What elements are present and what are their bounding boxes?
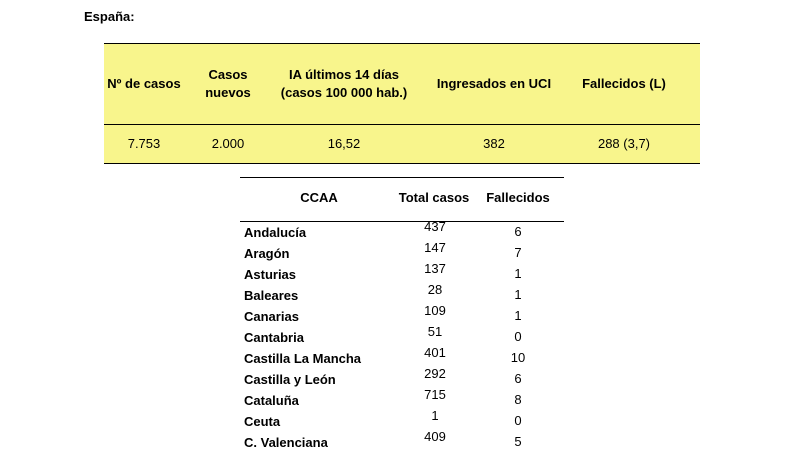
ccaa-deaths: 0 xyxy=(514,413,522,428)
country-label: España: xyxy=(84,9,135,24)
ccaa-name: Canarias xyxy=(244,309,299,324)
ccaa-name: C. Valenciana xyxy=(244,435,328,450)
ccaa-deaths: 5 xyxy=(514,434,522,449)
ccaa-name: Ceuta xyxy=(244,414,281,429)
ccaa-name: Asturias xyxy=(244,267,297,282)
ccaa-total: 147 xyxy=(424,240,446,255)
ccaa-deaths: 8 xyxy=(514,392,522,407)
ccaa-name: Castilla y León xyxy=(244,372,336,387)
ccaa-top-rule xyxy=(240,177,564,178)
ccaa-name: Aragón xyxy=(244,246,290,261)
ccaa-deaths: 7 xyxy=(514,245,522,260)
ccaa-deaths: 1 xyxy=(514,266,522,281)
summary-table xyxy=(104,43,700,164)
ccaa-header-name: CCAA xyxy=(300,190,338,205)
header-ia14: IA últimos 14 días (casos 100 000 hab.) xyxy=(280,67,408,100)
ccaa-deaths: 10 xyxy=(510,350,526,365)
ccaa-total: 401 xyxy=(424,345,446,360)
header-deaths: Fallecidos (L) xyxy=(582,76,666,91)
ccaa-total: 409 xyxy=(424,429,446,444)
ccaa-total: 292 xyxy=(424,366,446,381)
ccaa-name: Cantabria xyxy=(244,330,304,345)
ccaa-rows xyxy=(240,219,564,454)
ccaa-total: 437 xyxy=(424,219,446,234)
header-new-cases: Casos nuevos xyxy=(205,67,251,100)
value-ia14: 16,52 xyxy=(327,136,361,151)
ccaa-deaths: 1 xyxy=(514,308,522,323)
header-icu: Ingresados en UCI xyxy=(436,76,552,91)
value-icu: 382 xyxy=(483,136,505,151)
ccaa-deaths: 6 xyxy=(514,224,522,239)
ccaa-header-total: Total casos xyxy=(398,190,470,205)
ccaa-deaths: 1 xyxy=(514,287,522,302)
ccaa-name: Baleares xyxy=(244,288,299,303)
value-cases: 7.753 xyxy=(127,136,161,151)
ccaa-name: Andalucía xyxy=(244,225,307,240)
header-cases: Nº de casos xyxy=(107,76,181,91)
ccaa-deaths: 0 xyxy=(514,329,522,344)
ccaa-total: 109 xyxy=(424,303,446,318)
ccaa-total: 28 xyxy=(427,282,443,297)
ccaa-total: 137 xyxy=(424,261,446,276)
value-new-cases: 2.000 xyxy=(211,136,245,151)
ccaa-total: 51 xyxy=(427,324,443,339)
ccaa-name: Cataluña xyxy=(244,393,299,408)
ccaa-name: Castilla La Mancha xyxy=(244,351,362,366)
ccaa-header-deaths: Fallecidos xyxy=(486,190,550,205)
ccaa-total: 1 xyxy=(431,408,439,423)
table-row xyxy=(240,429,564,454)
ccaa-total: 715 xyxy=(424,387,446,402)
ccaa-deaths: 6 xyxy=(514,371,522,386)
value-deaths: 288 (3,7) xyxy=(597,136,651,151)
ccaa-table xyxy=(240,177,564,450)
